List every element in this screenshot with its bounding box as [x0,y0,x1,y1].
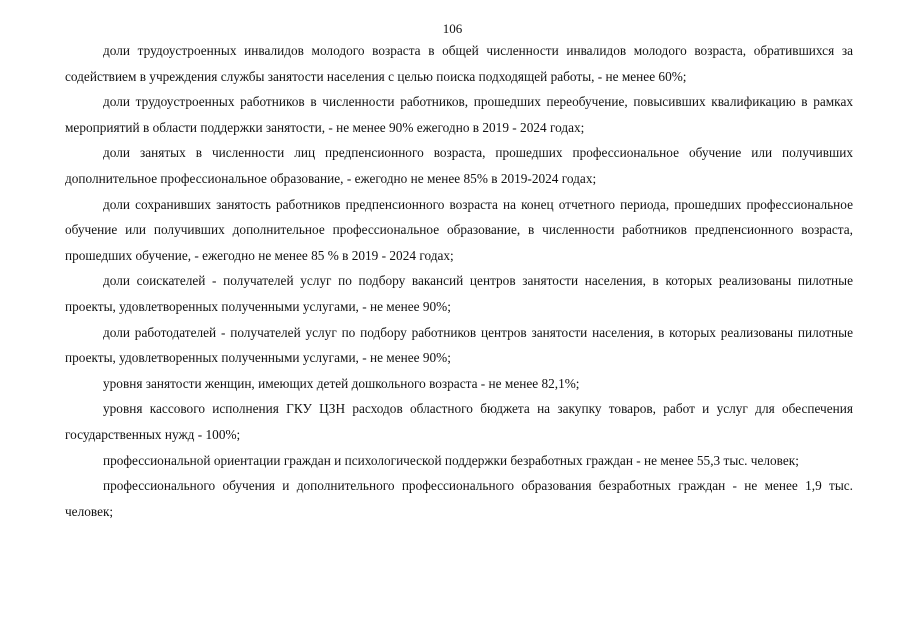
list-item: доли трудоустроенных инвалидов молодого возраста в общей численности инвалидов молодого возраста, обратившихся за содействием в учреждения службы занятости населения с целью поиска подходящей работы, - не менее 60%; [65,43,853,84]
list-item: доли трудоустроенных работников в численности работников, прошедших переобучение, повысивших квалификацию в рамках мероприятий в области поддержки занятости, - не менее 90% ежегодно в 2019 - 2024 годах; [65,94,853,135]
list-item: профессионального обучения и дополнительного профессионального образования безработных граждан - не менее 1,9 тыс. человек; [65,478,853,519]
list-item: доли сохранивших занятость работников предпенсионного возраста на конец отчетного периода, прошедших профессиональное обучение или получивших дополнительное профессиональное образование, в численности работников предпенсионного возраста, прошедших обучение, - ежегодно не менее 85 % в 2019 - 2024 годах; [65,196,853,263]
list-item: доли занятых в численности лиц предпенсионного возраста, прошедших профессиональное обучение или получивших дополнительное профессиональное образование, - ежегодно не менее 85% в 2019-2024 годах; [65,145,853,186]
list-item: доли соискателей - получателей услуг по подбору вакансий центров занятости населения, в которых реализованы пилотные проекты, удовлетворенных полученными услугами, - не менее 90%; [65,273,853,314]
list-item: доли работодателей - получателей услуг по подбору работников центров занятости населения, в которых реализованы пилотные проекты, удовлетворенных полученными услугами, - не менее 90%; [65,324,853,366]
page-number: 106 [442,21,463,36]
list-item: профессиональной ориентации граждан и психологической поддержки безработных граждан - не менее 55,3 тыс. человек; [103,452,799,468]
document-body [65,38,853,524]
list-item: уровня кассового исполнения ГКУ ЦЗН расходов областного бюджета на закупку товаров, работ и услуг для обеспечения государственных нужд - 100%; [65,401,853,442]
list-item: уровня занятости женщин, имеющих детей дошкольного возраста - не менее 82,1%; [103,375,580,391]
